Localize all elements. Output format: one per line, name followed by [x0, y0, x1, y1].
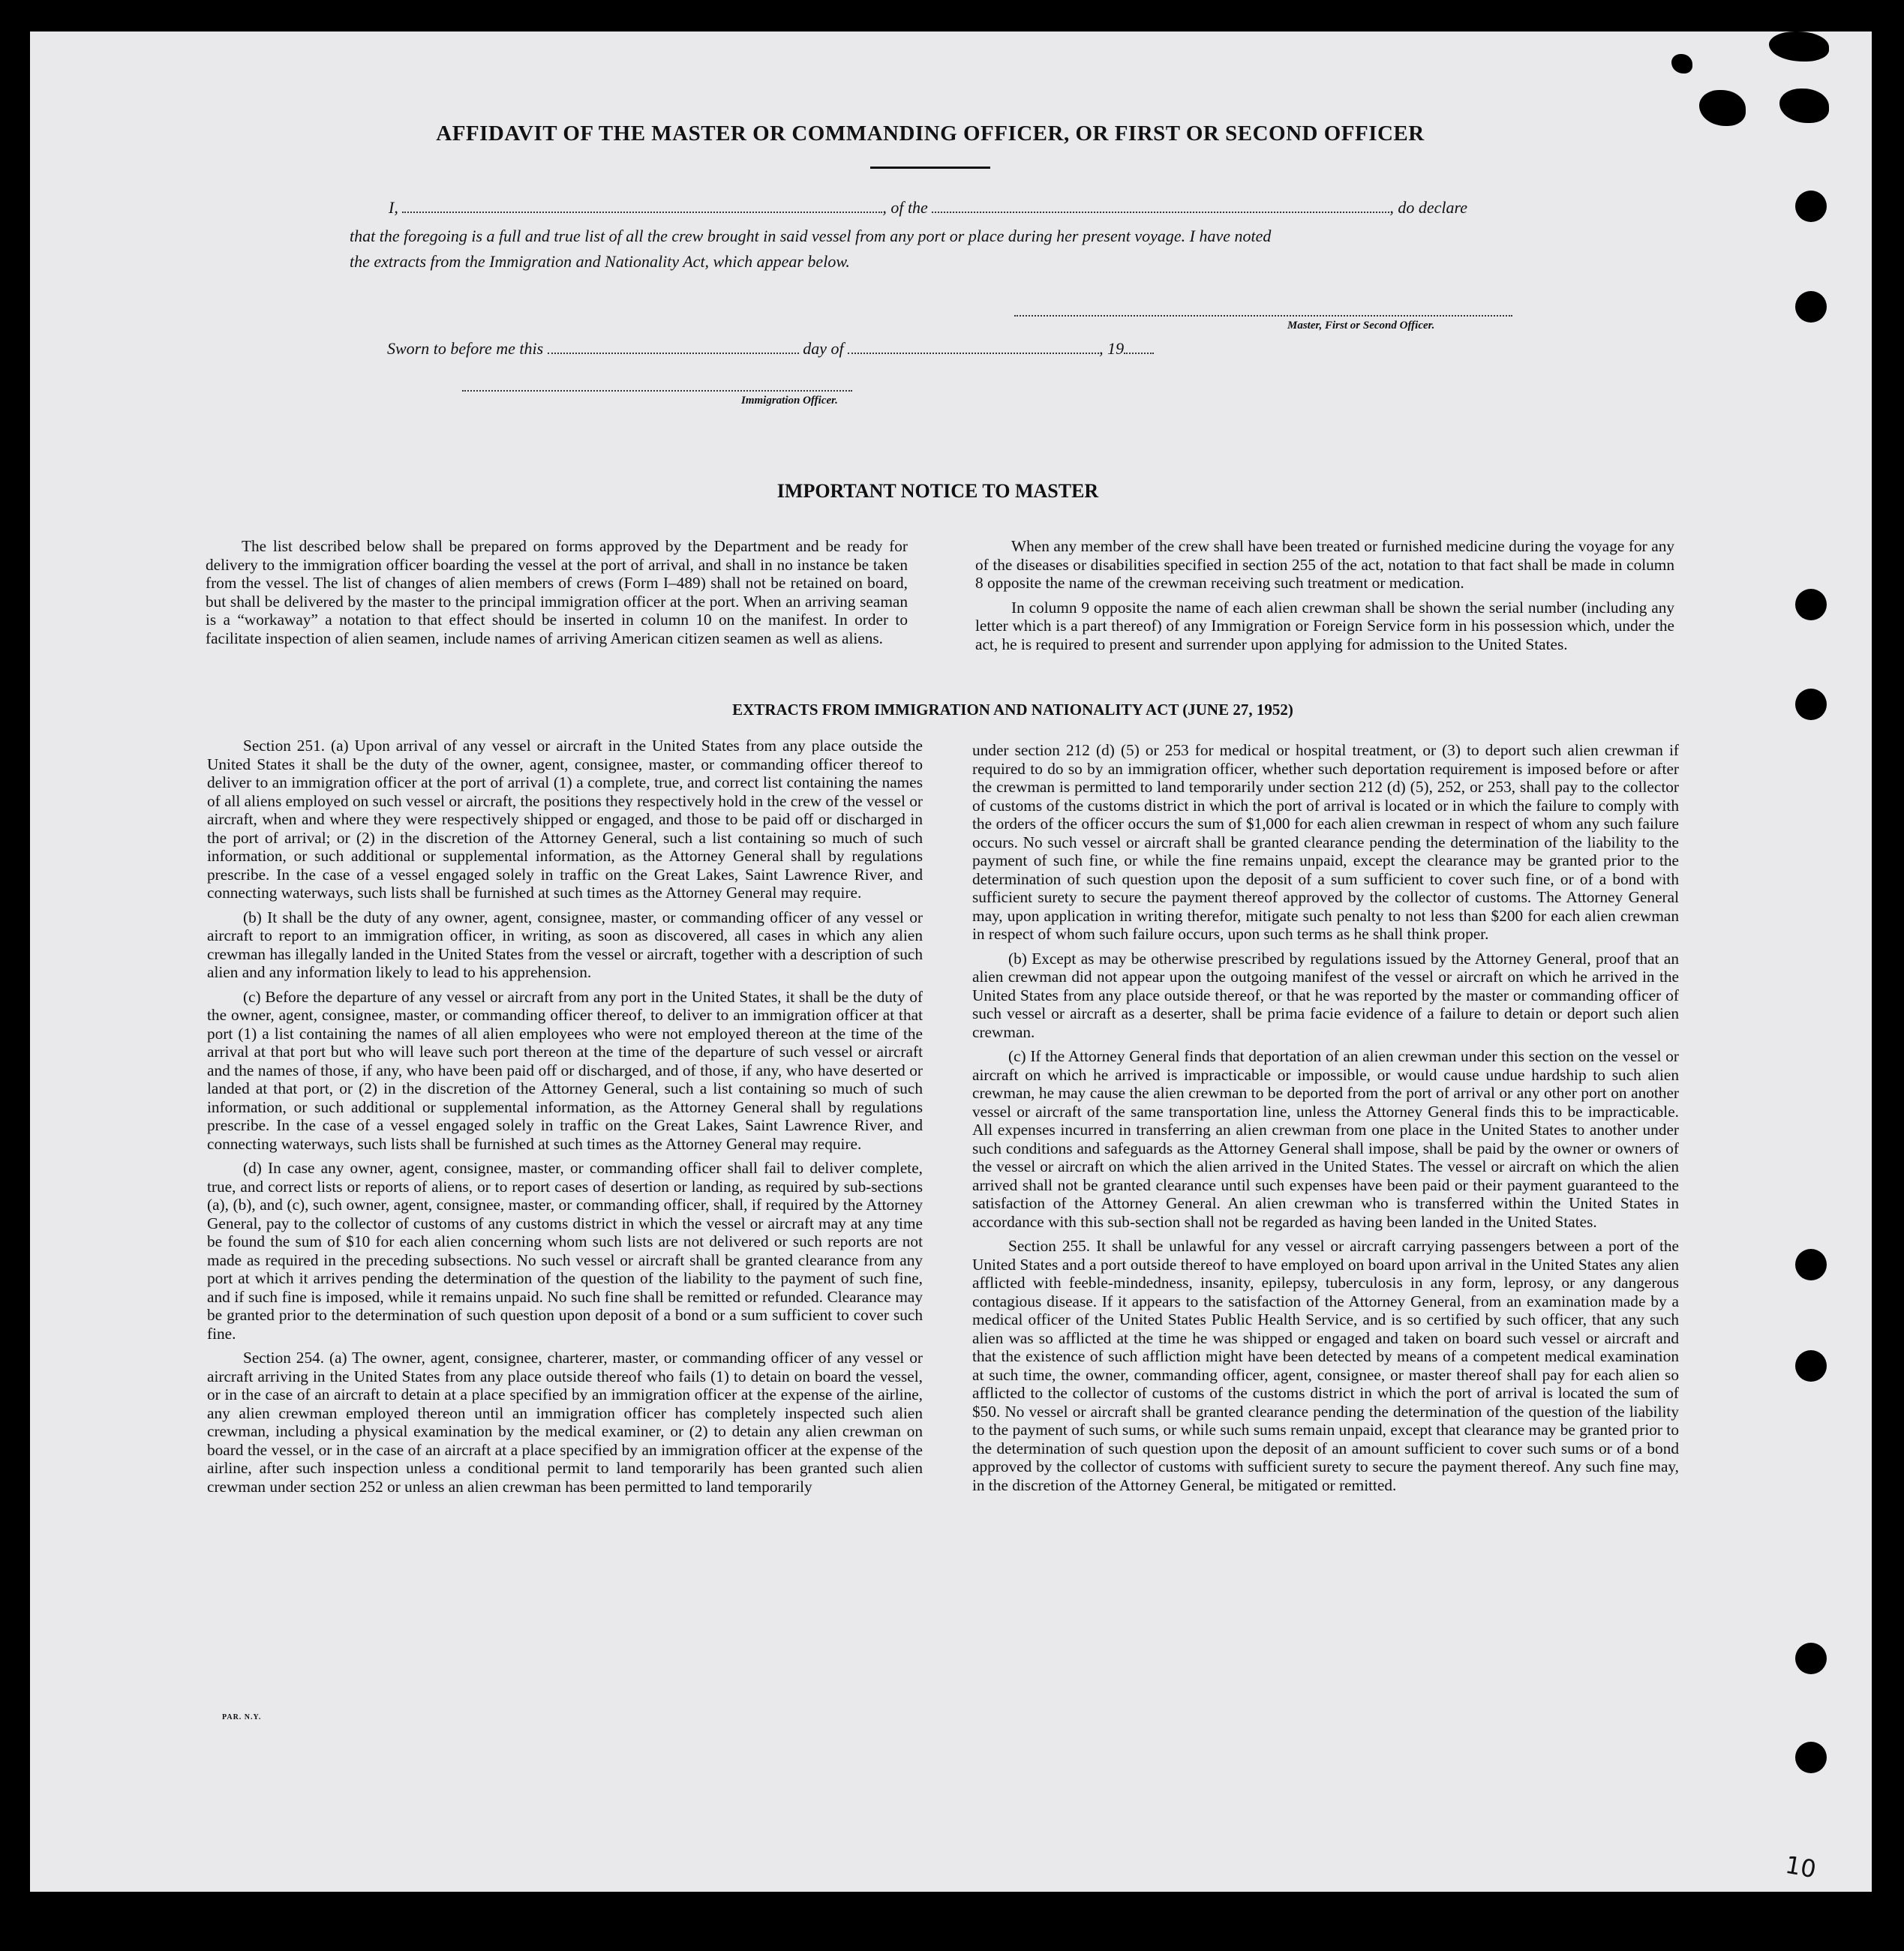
year-label: , 19: [1099, 339, 1125, 358]
extracts-title: EXTRACTS FROM IMMIGRATION AND NATIONALITY ACT (JUNE 27, 1952): [732, 701, 1293, 719]
master-signature-caption: Master, First or Second Officer.: [1287, 320, 1435, 332]
punch-hole: [1795, 1350, 1827, 1382]
sworn-line: [387, 339, 1154, 359]
extracts-left-column: [207, 737, 923, 1502]
printer-mark: PAR. N.Y.: [222, 1713, 262, 1721]
section-254-c: (c) If the Attorney General finds that deportation of an alien crewman under this section on the vessel or aircraft on which he arrived is impracticable or impossible, or would cause undue hardship to such alien crewman, he may cause the alien crewman to be deported from the port of arrival or any other port on another vessel or aircraft of the same transportation line, unless the Attorney General finds this to be impracticable. All expenses incurred in transferring an alien crewman from one place in the United States to another under such conditions and safeguards as the Attorney General shall impose, shall be paid by the owner or owners of the vessel or aircraft on which the alien arrived in the United States. The vessel or aircraft on which the alien arrived shall not be granted clearance until such expenses have been paid or their payment guaranteed to the satisfaction of the Attorney General. An alien crewman who is transferred within the United States in accordance with this sub-section shall not be regarded as having been landed in the United States.: [972, 1047, 1679, 1231]
sworn-year-field[interactable]: [1124, 347, 1154, 354]
do-declare-label: , do declare: [1389, 198, 1467, 217]
vessel-field[interactable]: [932, 206, 1389, 213]
punch-hole: [1795, 689, 1827, 720]
officer-signature-line[interactable]: [462, 390, 852, 392]
notice-left-column: [206, 537, 908, 653]
punch-hole: [1795, 1643, 1827, 1674]
notice-right-paragraph: In column 9 opposite the name of each alien crewman shall be shown the serial number (including any letter which is a part thereof) of any Immigration or Foreign Service form in his possession which, under the act, he is required to present and surrender upon applying for admission to the United States.: [975, 598, 1674, 653]
i-label: I,: [389, 198, 398, 217]
affidavit-title: AFFIDAVIT OF THE MASTER OR COMMANDING OFFICER, OR FIRST OR SECOND OFFICER: [436, 122, 1425, 146]
notice-right-paragraph: When any member of the crew shall have been treated or furnished medicine during the voyage for any of the diseases or disabilities specified in section 255 of the act, notation to that fact shall be made in column 8 opposite the name of the crewman receiving such treatment or medication.: [975, 537, 1674, 592]
page-number-mark: 10: [1783, 1850, 1818, 1884]
section-251-b: (b) It shall be the duty of any owner, agent, consignee, master, or commanding officer of any vessel or aircraft to report to an immigration officer, in writing, as soon as discovered, all cases in which any alien crewman has illegally landed in the United States from the vessel or aircraft, together with a description of such alien and any information likely to lead to his apprehension.: [207, 908, 923, 981]
torn-corner-mark: [1671, 54, 1692, 74]
punch-hole: [1795, 589, 1827, 620]
extracts-right-column: [972, 741, 1679, 1500]
notice-title: IMPORTANT NOTICE TO MASTER: [776, 480, 1099, 502]
section-254-a: Section 254. (a) The owner, agent, consignee, charterer, master, or commanding officer of any vessel or aircraft arriving in the United States from any place outside thereof who fails (1) to detain on board the vessel, or in the case of an aircraft to detain at a place specified by an immigration officer at the expense of the airline, any alien crewman employed thereon until an immigration officer has completely inspected such alien crewman, including a physical examination by the medical examiner, or (2) to detain any alien crewman on board the vessel, or in the case of an aircraft at a place specified by an immigration officer at the expense of the airline, after such inspection unless a conditional permit to land temporarily has been granted such alien crewman under section 252 or unless an alien crewman has been permitted to land temporarily: [207, 1349, 923, 1496]
section-255: Section 255. It shall be unlawful for any vessel or aircraft carrying passengers between a port of the United States and a port outside thereof to have employed on board upon arrival in the United States any alien afflicted with feeble-mindedness, insanity, epilepsy, tuberculosis in any form, leprosy, or any dangerous contagious disease. If it appears to the satisfaction of the Attorney General, from an examination made by a medical officer of the United States Public Health Service, and is so certified by such officer, that any such alien was so afflicted at the time he was shipped or engaged and taken on board such vessel or aircraft and that the existence of such affliction might have been detected by means of a competent medical examination at such time, the owner, commanding officer, agent, consignee, or master thereof shall pay for each alien so afflicted to the collector of customs of the customs district in which the port of arrival is located the sum of $50. No vessel or aircraft shall be granted clearance pending the determination of the question of the liability to the payment of such sums, or while such sums remain unpaid, except that clearance may be granted prior to the determination of such question upon the deposit of an amount sufficient to cover such sums or of a bond approved by the collector of customs with sufficient surety to secure the payment thereof. Any such fine may, in the discretion of the Attorney General, be mitigated or remitted.: [972, 1237, 1679, 1494]
statement-line-1: that the foregoing is a full and true list of all the crew brought in said vessel from any port or place during her present voyage. I have noted: [350, 227, 1272, 245]
section-254-b: (b) Except as may be otherwise prescribed by regulations issued by the Attorney General, proof that an alien crewman did not appear upon the outgoing manifest of the vessel or aircraft on which he arrived in the United States from any place outside thereof, or that he was reported by the master or commanding officer of such vessel or aircraft as a deserter, shall be prima facie evidence of a failure to detain or deport such alien crewman.: [972, 949, 1679, 1041]
sworn-month-field[interactable]: [848, 347, 1099, 354]
officer-signature-caption: Immigration Officer.: [741, 395, 838, 407]
of-the-label: , of the: [882, 198, 928, 217]
day-of-label: day of: [803, 339, 844, 358]
name-field[interactable]: [402, 206, 882, 213]
section-251-a: Section 251. (a) Upon arrival of any vessel or aircraft in the United States from any place outside the United States it shall be the duty of the owner, agent, consignee, master, or commanding officer thereof to deliver to an immigration officer at the port of arrival (1) a complete, true, and correct list containing the names of all aliens employed on such vessel or aircraft, the positions they respectively hold in the crew of the vessel or aircraft, when and where they were respectively shipped or engaged, and those to be paid off or discharged in the port of arrival; or (2) in the discretion of the Attorney General, such a list containing so much of such information, or such additional or supplemental information, as the Attorney General shall by regulations prescribe. In the case of a vessel engaged solely in traffic on the Great Lakes, Saint Lawrence River, and connecting waterways, such lists shall be furnished at such times as the Attorney General may require.: [207, 737, 923, 902]
notice-left-paragraph: The list described below shall be prepared on forms approved by the Department and be ready for delivery to the immigration officer boarding the vessel at the port of arrival, and shall in no instance be taken from the vessel. The list of changes of alien members of crews (Form I–489) shall not be retained on board, but shall be delivered by the master to the principal immigration officer at the port. When an arriving seaman is a “workaway” a notation to that effect should be inserted in column 10 on the manifest. In order to facilitate inspection of alien seamen, include names of arriving American citizen seamen as well as aliens.: [206, 537, 908, 647]
notice-right-column: [975, 537, 1674, 659]
master-signature-line[interactable]: [1014, 315, 1512, 317]
sworn-day-field[interactable]: [548, 347, 799, 354]
statement-line-2: the extracts from the Immigration and Nationality Act, which appear below.: [350, 252, 850, 271]
punch-hole: [1795, 191, 1827, 222]
punch-hole: [1795, 1249, 1827, 1280]
punch-hole: [1795, 291, 1827, 323]
declaration-line: [389, 198, 1467, 218]
section-251-d: (d) In case any owner, agent, consignee, master, or commanding officer shall fail to deliver complete, true, and correct lists or reports of aliens, or to report cases of desertion or landing, as required by sub-sections (a), (b), and (c), such owner, agent, consignee, master, or commanding officer, shall, if required by the Attorney General, pay to the collector of customs of any customs district in which the vessel or aircraft may at any time be found the sum of $10 for each alien concerning whom such lists are not delivered or such reports are not made as required in the preceding subsections. No such vessel or aircraft shall be granted clearance from any port at which it arrives pending the determination of the question of the liability to the payment of such fine, and if such fine is imposed, while it remains unpaid. No such fine shall be remitted or refunded. Clearance may be granted prior to the determination of such question upon deposit of a bond or a sum sufficient to cover such fine.: [207, 1159, 923, 1343]
section-254-a-continued: under section 212 (d) (5) or 253 for medical or hospital treatment, or (3) to deport such alien crewman if required to do so by an immigration officer, whether such deportation requirement is imposed before or after the crewman is permitted to land temporarily under section 212 (d) (5), 252, or 253, shall pay to the collector of customs of the customs district in which the port of arrival is located or in which the failure to comply with the orders of the officer occurs the sum of $1,000 for each alien crewman in respect of whom any such failure occurs. No such vessel or aircraft shall be granted clearance pending the determination of the liability to the payment of such fine, or while the fine remains unpaid, except the clearance may be granted prior to the determination of such question upon the deposit of a sum sufficient to cover such fine, or of a bond with sufficient surety to secure the payment thereof approved by the collector of customs. The Attorney General may, upon application in writing therefor, mitigate such penalty to not less than $200 for each alien crewman in respect of whom such failure occurs, upon such terms as he shall think proper.: [972, 741, 1679, 943]
sworn-label: Sworn to before me this: [387, 339, 544, 358]
section-251-c: (c) Before the departure of any vessel or aircraft from any port in the United States, it shall be the duty of the owner, agent, consignee, master, or commanding officer thereof, to deliver to an immigration officer at that port (1) a list containing the names of all alien employees who were not employed thereon at the time of the arrival at that port but who will leave such port thereon at the time of the departure of such vessel or aircraft and the names of those, if any, who have been paid off or discharged, and of those, if any, who have deserted or landed at that port, or (2) in the discretion of the Attorney General, such a list containing so much of such information, or such additional or supplemental information, as the Attorney General shall by regulations prescribe. In the case of a vessel engaged solely in traffic on the Great Lakes, Saint Lawrence River, and connecting waterways, such lists shall be furnished at such times as the Attorney General may require.: [207, 987, 923, 1153]
punch-hole: [1795, 1742, 1827, 1773]
title-underline: [870, 167, 990, 169]
